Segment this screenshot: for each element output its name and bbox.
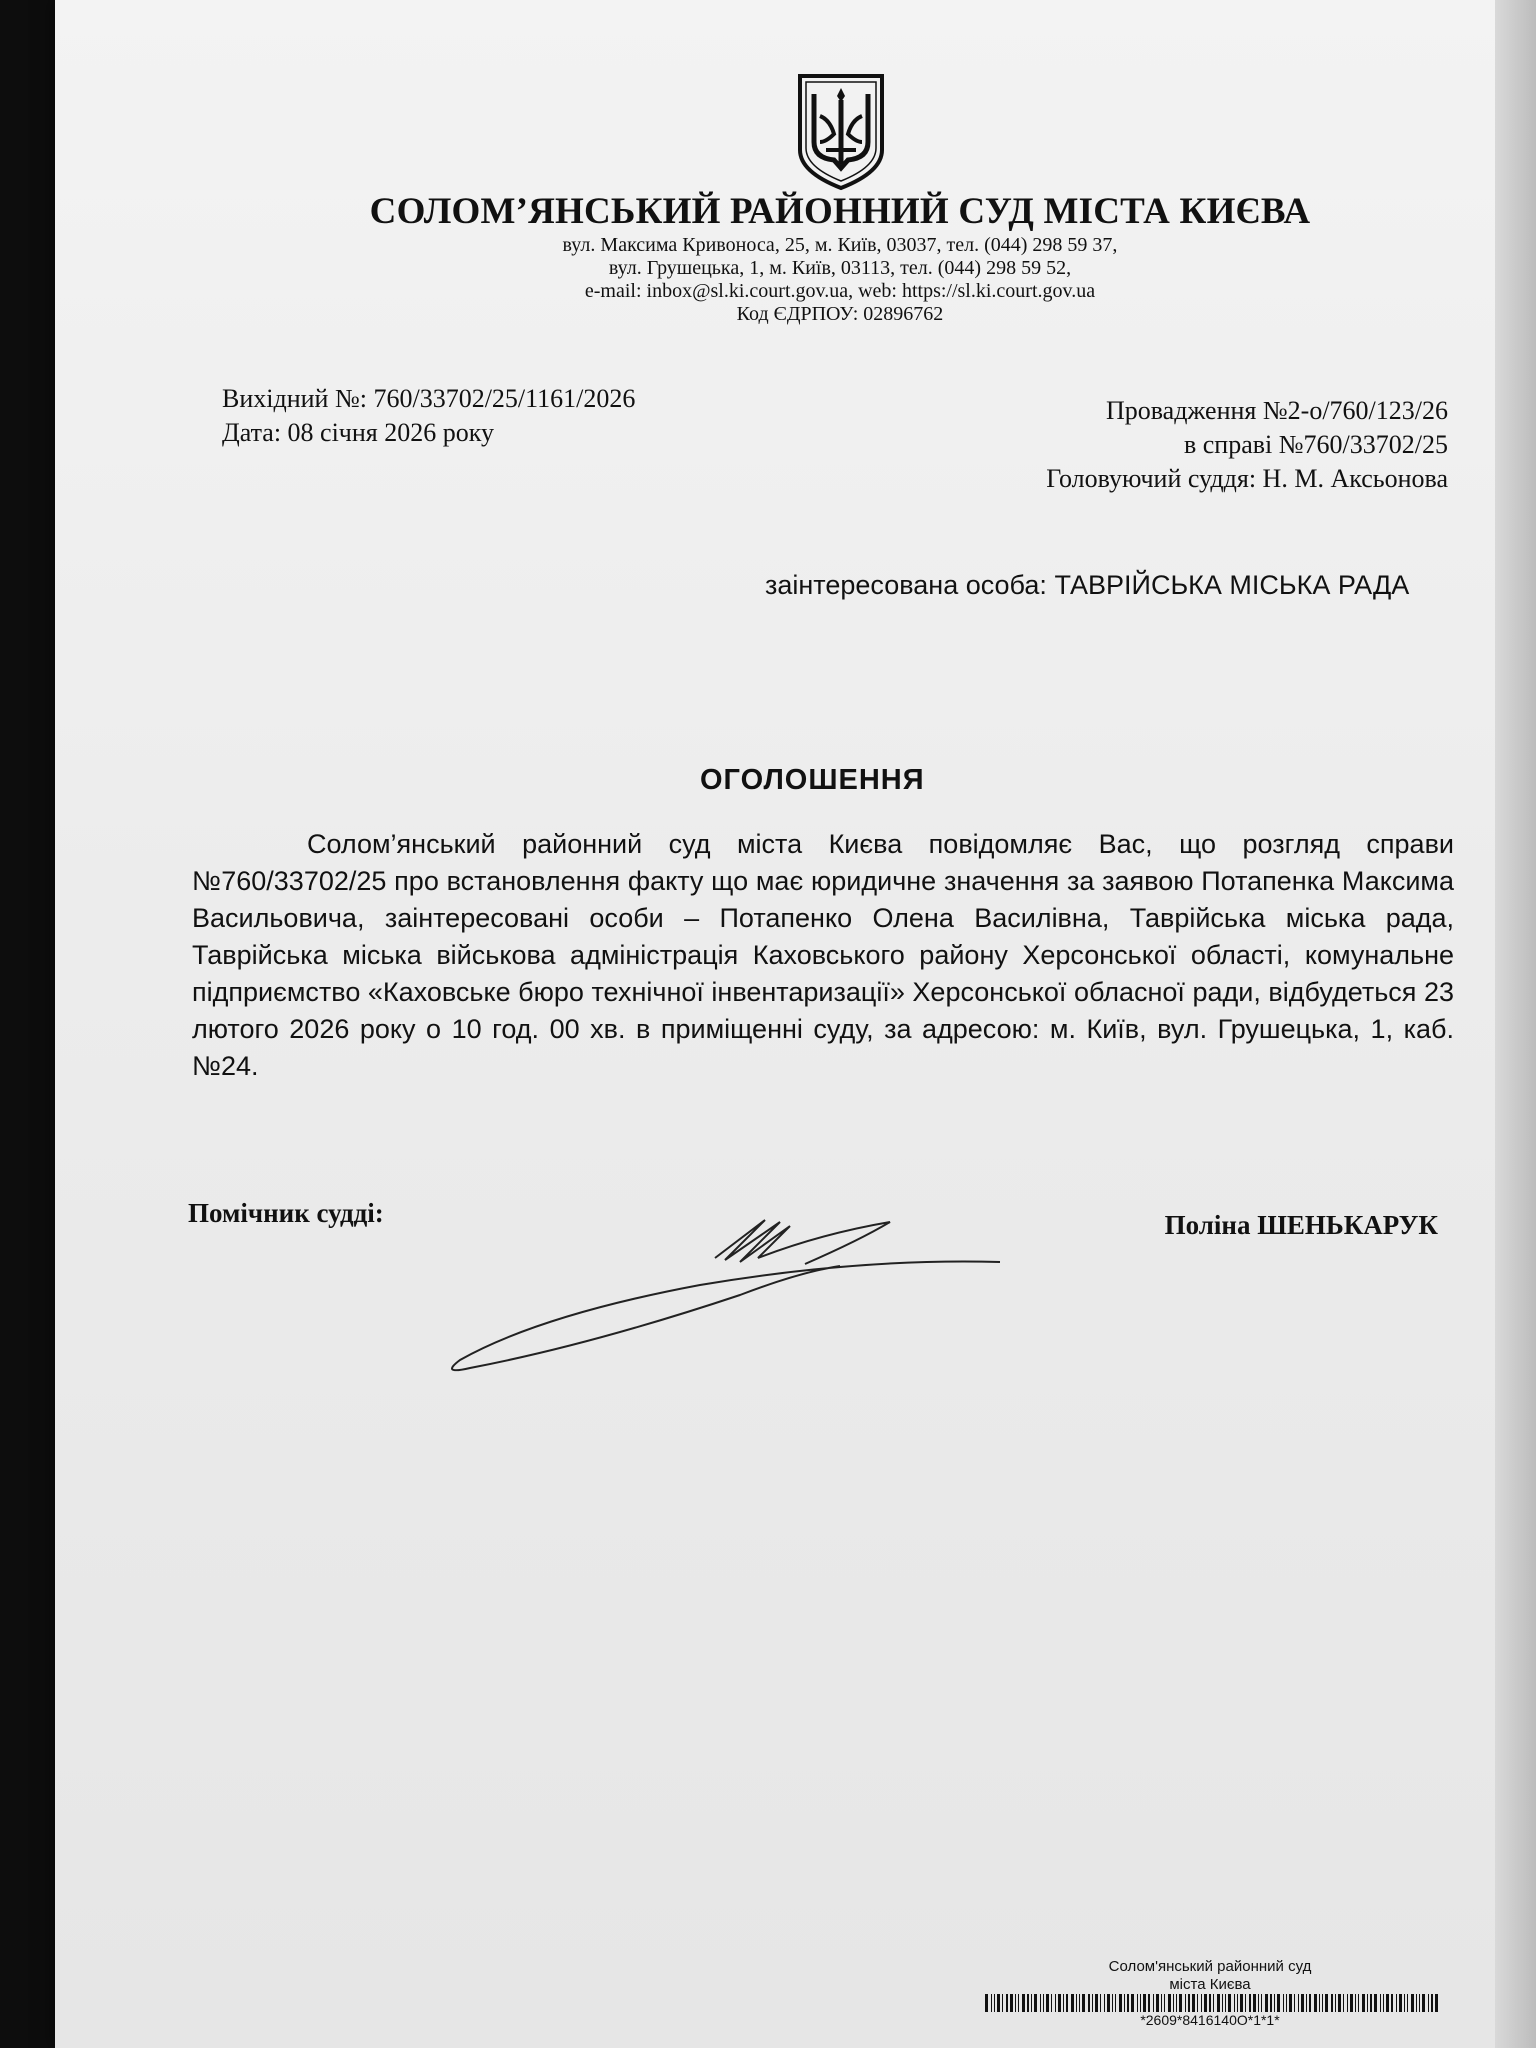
barcode-bar <box>1419 1994 1420 2012</box>
barcode-bar <box>1006 1994 1008 2012</box>
barcode-bar <box>1258 1994 1259 2012</box>
barcode-bar <box>1040 1994 1041 2012</box>
barcode-bar <box>1404 1994 1405 2012</box>
barcode-bar <box>1362 1994 1365 2012</box>
footer-org <box>1060 1958 1360 1994</box>
barcode-bar <box>1127 1994 1129 2012</box>
barcode-bar <box>1046 1994 1049 2012</box>
signer-role: Помічник судді: <box>188 1198 384 1228</box>
barcode-bar <box>1374 1994 1377 2012</box>
barcode-bar <box>1161 1994 1162 2012</box>
interested-party <box>765 570 1409 601</box>
barcode-bar <box>1283 1994 1284 2012</box>
barcode-bar <box>1411 1994 1414 2012</box>
barcode-bar <box>1022 1994 1025 2012</box>
court-address-1: вул. Максима Кривоноса, 25, м. Київ, 03037, тел. (044) 298 59 37, <box>562 234 1118 256</box>
barcode-bar <box>1066 1994 1068 2012</box>
barcode-bar <box>1222 1994 1223 2012</box>
barcode-bar <box>1428 1994 1429 2012</box>
barcode-bar <box>1140 1994 1141 2012</box>
barcode-bar <box>1131 1994 1134 2012</box>
barcode-bar <box>1115 1994 1116 2012</box>
barcode-bar <box>1380 1994 1381 2012</box>
barcode-bar <box>1347 1994 1348 2012</box>
barcode-bar <box>1082 1994 1085 2012</box>
barcode-bar <box>1143 1994 1146 2012</box>
barcode-bar <box>1185 1994 1186 2012</box>
notice-body: Солом’янський районний суд міста Києва повідомляє Вас, що розгляд справи №760/33702/25 про встановлення факту що має юридичне значення за заявою Потапенка Максима Васильовича, заінтересовані особи – Потапенко Олена Василівна, Таврійська міська рада, Таврійська міська військова адміністрація Каховського району Херсонської області, комунальне підприємство «Каховське бюро технічної інвентаризації» Херсонської обласної ради, відбудеться 23 лютого 2026 року о 10 год. 00 хв. в приміщенні суду, за адресою: м. Київ, вул. Грушецька, 1, каб. №24. <box>192 829 1454 1081</box>
barcode-bar <box>1314 1994 1317 2012</box>
barcode-bar <box>1343 1994 1344 2012</box>
barcode-bar <box>1286 1994 1287 2012</box>
barcode-bar <box>1176 1994 1177 2012</box>
barcode-bar <box>985 1994 988 2012</box>
barcode-bar <box>1245 1994 1246 2012</box>
barcode-bar <box>1034 1994 1037 2012</box>
page-edge <box>1495 0 1536 2048</box>
case-info <box>1046 394 1448 496</box>
barcode-bar <box>1431 1994 1433 2012</box>
barcode-bar <box>1331 1994 1333 2012</box>
interested-party-label: заінтересована особа: <box>765 570 1047 600</box>
barcode-bar <box>1240 1994 1243 2012</box>
barcode-bar <box>1217 1994 1220 2012</box>
court-name: СОЛОМ’ЯНСЬКИЙ РАЙОННИЙ СУД МІСТА КИЄВА <box>369 191 1311 232</box>
barcode-bar <box>1088 1994 1090 2012</box>
barcode-bar <box>1322 1994 1323 2012</box>
barcode-bar <box>1107 1994 1110 2012</box>
barcode-bar <box>1370 1994 1372 2012</box>
court-contacts <box>400 234 1280 326</box>
barcode-bar <box>1168 1994 1171 2012</box>
barcode-bar <box>1225 1994 1226 2012</box>
barcode-bar <box>1416 1994 1417 2012</box>
barcode-bar <box>1156 1994 1159 2012</box>
barcode-bar <box>1201 1994 1202 2012</box>
footer-org-line-2: міста Києва <box>1169 1976 1251 1993</box>
barcode-bar <box>1204 1994 1207 2012</box>
court-email-web: e-mail: inbox@sl.ki.court.gov.ua, web: https://sl.ki.court.gov.ua <box>584 280 1096 302</box>
barcode-bar <box>1095 1994 1098 2012</box>
barcode-bar <box>1335 1994 1336 2012</box>
outgoing-info <box>222 382 635 450</box>
barcode-bar <box>1277 1994 1280 2012</box>
barcode-bar <box>1249 1994 1251 2012</box>
barcode-bar <box>1294 1994 1295 2012</box>
barcode-bar <box>1270 1994 1272 2012</box>
proceeding-number: Провадження №2-о/760/123/26 <box>1105 396 1448 425</box>
barcode-bar <box>1391 1994 1393 2012</box>
barcode-bar <box>997 1994 1000 2012</box>
barcode-bar <box>1301 1994 1304 2012</box>
barcode-bar <box>1383 1994 1384 2012</box>
barcode-bar <box>1018 1994 1019 2012</box>
barcode-bar <box>1137 1994 1138 2012</box>
barcode-bar <box>1396 1994 1397 2012</box>
barcode-bar <box>1209 1994 1211 2012</box>
barcode-bar <box>1148 1994 1150 2012</box>
outgoing-date: Дата: 08 січня 2026 року <box>222 418 495 447</box>
presiding-judge: Головуючий суддя: Н. М. Аксьонова <box>1046 464 1448 493</box>
barcode-bar <box>1071 1994 1074 2012</box>
barcode-bar <box>1055 1994 1056 2012</box>
barcode-bar <box>1063 1994 1064 2012</box>
barcode-bar <box>1119 1994 1122 2012</box>
barcode-bar <box>1124 1994 1125 2012</box>
barcode-bar <box>1338 1994 1341 2012</box>
barcode-bar <box>1309 1994 1311 2012</box>
barcode-bar <box>1058 1994 1061 2012</box>
barcode-bar <box>1043 1994 1044 2012</box>
barcode-bar <box>1076 1994 1077 2012</box>
barcode-bar <box>1164 1994 1165 2012</box>
barcode-bar <box>1237 1994 1238 2012</box>
barcode-bar <box>991 1994 992 2012</box>
barcode-bar <box>1100 1994 1101 2012</box>
barcode-bar <box>1298 1994 1299 2012</box>
barcode-bar <box>1274 1994 1275 2012</box>
barcode-bar <box>1319 1994 1320 2012</box>
barcode-bar <box>1002 1994 1003 2012</box>
barcode-bar <box>1015 1994 1016 2012</box>
court-address-2: вул. Грушецька, 1, м. Київ, 03113, тел. (044) 298 59 52, <box>608 257 1072 279</box>
barcode-bar <box>1092 1994 1093 2012</box>
barcode-bar <box>1367 1994 1368 2012</box>
barcode-bar <box>1289 1994 1292 2012</box>
case-number: в справі №760/33702/25 <box>1183 430 1448 459</box>
footer-org-line-1: Солом'янський районний суд <box>1108 1958 1312 1975</box>
barcode-bar <box>1173 1994 1174 2012</box>
barcode-bar <box>1104 1994 1105 2012</box>
barcode-text: *2609*8416140О*1*1* <box>1140 2012 1280 2028</box>
signer-name: Поліна ШЕНЬКАРУК <box>1164 1210 1438 1240</box>
interested-party-value: ТАВРІЙСЬКА МІСЬКА РАДА <box>1054 570 1410 600</box>
barcode-image <box>985 1994 1440 2012</box>
barcode-bar <box>1234 1994 1235 2012</box>
notice-title: ОГОЛОШЕННЯ <box>700 764 925 796</box>
barcode-bar <box>1265 1994 1268 2012</box>
barcode-bar <box>1407 1994 1408 2012</box>
handwritten-signature <box>440 1200 1010 1390</box>
barcode-bar <box>1261 1994 1262 2012</box>
barcode-bar <box>1350 1994 1353 2012</box>
barcode-bar <box>1435 1994 1438 2012</box>
barcode-bar <box>994 1994 995 2012</box>
barcode-bar <box>1112 1994 1113 2012</box>
barcode-bar <box>1399 1994 1402 2012</box>
barcode-bar <box>1031 1994 1032 2012</box>
barcode-bar <box>1027 1994 1029 2012</box>
barcode-bar <box>1179 1994 1182 2012</box>
barcode-bar <box>1197 1994 1198 2012</box>
barcode-bar <box>1051 1994 1052 2012</box>
barcode-bar <box>1079 1994 1080 2012</box>
barcode-bar <box>1325 1994 1328 2012</box>
barcode-bar <box>1228 1994 1231 2012</box>
barcode-bar <box>1213 1994 1214 2012</box>
barcode-bar <box>1422 1994 1425 2012</box>
outgoing-number: Вихідний №: 760/33702/25/1161/2026 <box>222 384 636 413</box>
barcode-bar <box>1358 1994 1359 2012</box>
barcode-bar <box>1010 1994 1013 2012</box>
court-edrpou: Код ЄДРПОУ: 02896762 <box>736 303 944 325</box>
barcode-bar <box>1192 1994 1195 2012</box>
barcode-bar <box>1306 1994 1307 2012</box>
barcode-bar <box>1386 1994 1389 2012</box>
barcode-bar <box>1253 1994 1256 2012</box>
barcode-bar <box>1153 1994 1154 2012</box>
coat-of-arms-icon <box>796 72 886 192</box>
barcode-bar <box>1188 1994 1190 2012</box>
barcode-bar <box>1355 1994 1356 2012</box>
